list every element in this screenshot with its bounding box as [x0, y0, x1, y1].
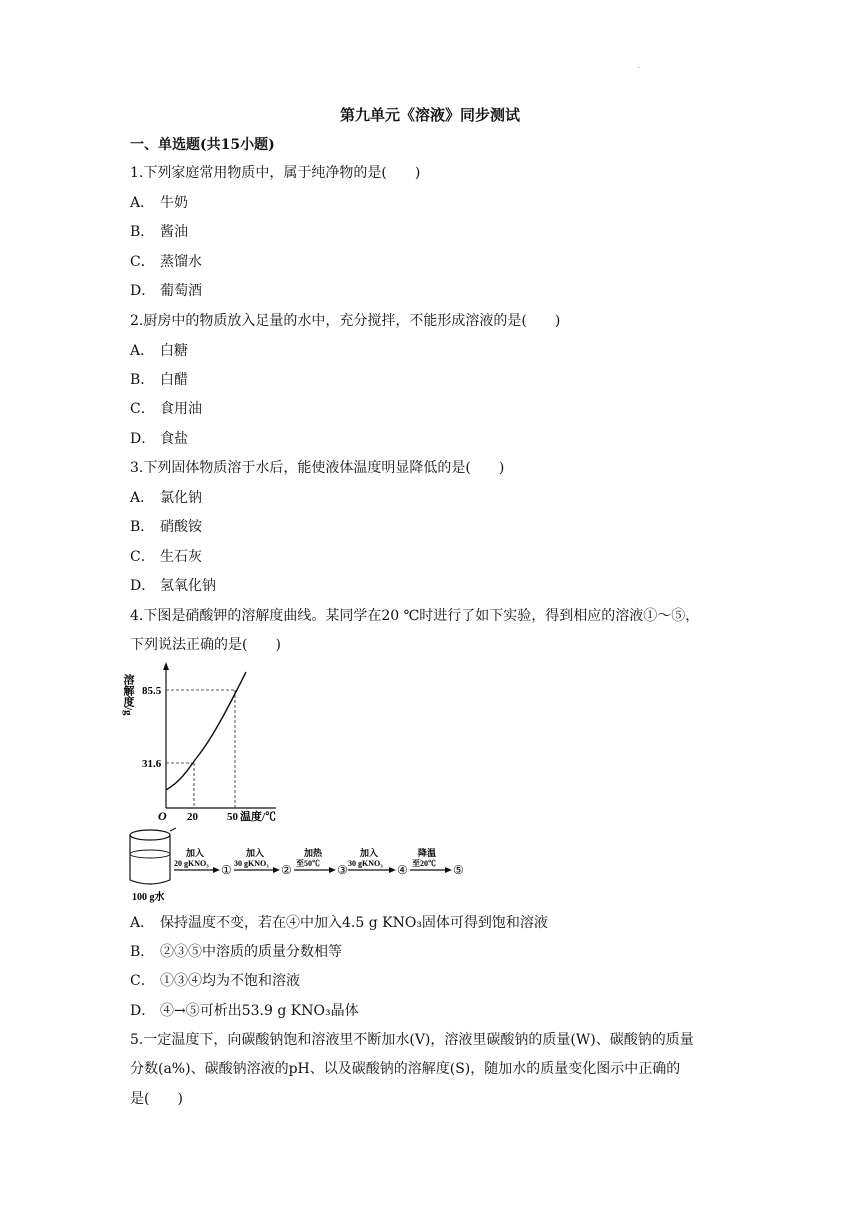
graph-y-arrow: [163, 662, 169, 670]
question-2-option-b[interactable]: B． 白醋: [130, 372, 188, 388]
question-2-option-c[interactable]: C． 食用油: [130, 401, 202, 417]
step-3-arrowhead: [329, 867, 336, 873]
x-tick-20: 20: [187, 811, 198, 823]
question-5-stem-line-1: 5.一定温度下，向碳酸钠饱和溶液里不断加水(V)，溶液里碳酸钠的质量(W)、碳酸钠的质量: [130, 1032, 694, 1048]
question-5-stem-line-3: 是( ): [130, 1091, 183, 1107]
graph-ylabel: 溶解度/g: [122, 674, 134, 716]
step-4-bottom: 30 gKNO₃: [348, 859, 383, 868]
x-tick-50: 50: [227, 811, 238, 823]
question-2-stem: 2.厨房中的物质放入足量的水中，充分搅拌，不能形成溶液的是( ): [130, 313, 561, 329]
step-5-bottom: 至20℃: [412, 859, 436, 868]
section-heading: 一、单选题(共15小题): [130, 137, 275, 153]
page-title: 第九单元《溶液》同步测试: [339, 106, 520, 124]
step-4-top: 加入: [360, 848, 379, 858]
step-5-result: ⑤: [453, 863, 464, 877]
step-3-top: 加热: [304, 848, 323, 858]
step-2-top: 加入: [246, 848, 265, 858]
step-4-arrowhead: [389, 867, 396, 873]
step-1-bottom: 20 gKNO₃: [174, 859, 209, 868]
step-3-result: ③: [337, 863, 348, 877]
question-3-option-c[interactable]: C． 生石灰: [130, 549, 202, 565]
step-2-bottom: 30 gKNO₃: [234, 859, 269, 868]
question-4-option-a[interactable]: A． 保持温度不变，若在④中加入4.5 g KNO₃固体可得到饱和溶液: [130, 915, 548, 931]
step-3-bottom: 至50℃: [296, 859, 320, 868]
question-3-option-a[interactable]: A． 氯化钠: [130, 490, 202, 506]
step-5-top: 降温: [418, 848, 437, 858]
graph-xlabel: 温度/℃: [240, 811, 277, 823]
question-5-stem-line-2: 分数(a%)、碳酸钠溶液的pH、以及碳酸钠的溶解度(S)，随加水的质量变化图示中正确的: [130, 1061, 681, 1077]
origin-label: O: [158, 809, 167, 823]
question-4-option-c[interactable]: C． ①③④均为不饱和溶液: [130, 973, 300, 989]
step-4-result: ④: [397, 863, 408, 877]
y-tick-85-5: 85.5: [142, 685, 162, 697]
step-1-arrowhead: [213, 867, 220, 873]
question-1-option-c[interactable]: C． 蒸馏水: [130, 254, 202, 270]
question-3-option-d[interactable]: D． 氢氧化钠: [130, 578, 216, 594]
step-1-top: 加入: [186, 848, 205, 858]
question-3-stem: 3.下列固体物质溶于水后，能使液体温度明显降低的是( ): [130, 460, 505, 476]
y-tick-31-6: 31.6: [142, 758, 162, 770]
solubility-curve-graph: [122, 662, 288, 824]
question-4-option-d[interactable]: D． ④→⑤可析出53.9 g KNO₃晶体: [130, 1003, 359, 1019]
header-mark: .: [637, 60, 640, 71]
question-2-option-d[interactable]: D． 食盐: [130, 431, 188, 447]
step-2-arrowhead: [273, 867, 280, 873]
beaker-label: 100 g水: [132, 892, 165, 903]
step-1-result: ①: [221, 863, 232, 877]
step-2-result: ②: [281, 863, 292, 877]
question-1-option-b[interactable]: B． 酱油: [130, 224, 188, 240]
step-5-arrowhead: [445, 867, 452, 873]
question-4-option-b[interactable]: B． ②③⑤中溶质的质量分数相等: [130, 944, 342, 960]
question-2-option-a[interactable]: A． 白糖: [130, 343, 188, 359]
question-4-stem-line-2: 下列说法正确的是( ): [130, 637, 281, 653]
question-3-option-b[interactable]: B． 硝酸铵: [130, 519, 202, 535]
beaker-icon: [130, 828, 176, 884]
question-1-stem: 1.下列家庭常用物质中，属于纯净物的是( ): [130, 165, 421, 181]
question-4-stem-line-1: 4.下图是硝酸钾的溶解度曲线。某同学在20 ℃时进行了如下实验，得到相应的溶液①～⑤，: [130, 608, 700, 624]
question-1-option-d[interactable]: D． 葡萄酒: [130, 283, 202, 299]
experiment-flow-diagram: [128, 826, 468, 904]
question-1-option-a[interactable]: A． 牛奶: [130, 195, 188, 211]
